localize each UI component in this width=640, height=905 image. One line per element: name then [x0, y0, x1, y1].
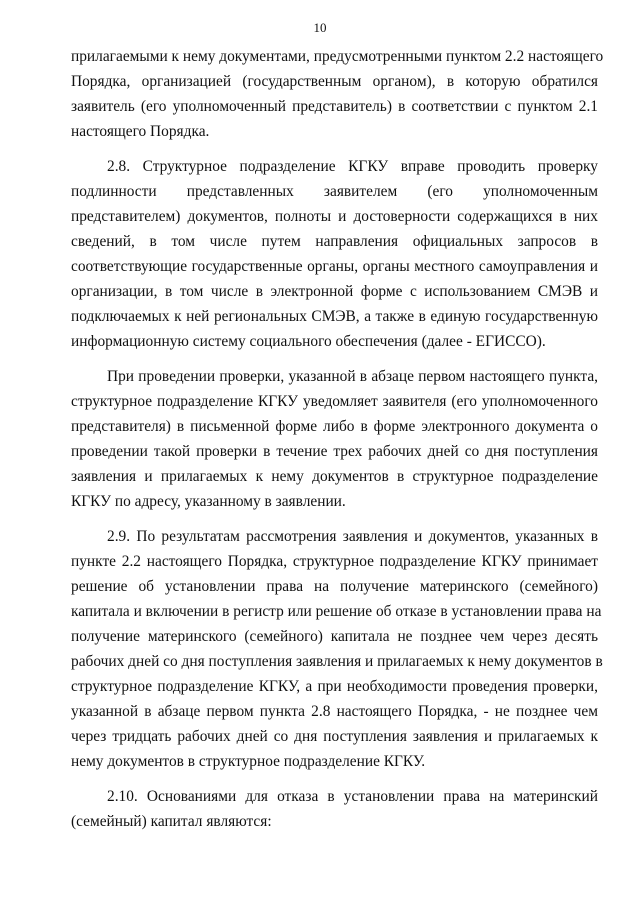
paragraph [71, 524, 603, 774]
page-number: 10 [313, 20, 327, 35]
text-line: прилагаемыми к нему документами, предусмотренными пунктом 2.2 настоящего [71, 48, 604, 65]
paragraph [71, 154, 598, 354]
text-line: (семейный) капитал являются: [71, 813, 272, 830]
text-line: 2.10. Основаниями для отказа в установлении права на материнский [107, 788, 598, 805]
text-line: соответствующие государственные органы, органы местного самоуправления и [71, 258, 598, 275]
text-line: рабочих дней со дня поступления заявления и прилагаемых к нему документов в [71, 653, 603, 670]
text-line: 2.8. Структурное подразделение КГКУ вправе проводить проверку [107, 158, 598, 175]
text-line: организации, в том числе в электронной форме с использованием СМЭВ и [71, 283, 598, 300]
text-line: нему документов в структурное подразделение КГКУ. [71, 753, 426, 770]
text-line: указанной в абзаце первом пункта 2.8 настоящего Порядка, - не позднее чем [71, 703, 598, 720]
text-line: получение материнского (семейного) капитала не позднее чем через десять [71, 628, 598, 645]
document-body [71, 44, 604, 844]
text-line: решение об установлении права на получение материнского (семейного) [71, 578, 598, 595]
text-line: Порядка, организацией (государственным органом), в которую обратился [71, 73, 598, 90]
text-line: заявления и прилагаемых к нему документов в структурное подразделение [71, 468, 598, 485]
text-line: капитала и включении в регистр или решение об отказе в установлении права на [71, 603, 602, 620]
paragraph [71, 784, 598, 834]
text-line: 2.9. По результатам рассмотрения заявления и документов, указанных в [107, 528, 598, 545]
text-line: При проведении проверки, указанной в абзаце первом настоящего пункта, [107, 368, 598, 385]
text-line: подлинности представленных заявителем (его уполномоченным [71, 183, 598, 200]
text-line: структурное подразделение КГКУ, а при необходимости проведения проверки, [71, 678, 598, 695]
text-line: заявитель (его уполномоченный представитель) в соответствии с пунктом 2.1 [71, 98, 598, 115]
text-line: пункте 2.2 настоящего Порядка, структурное подразделение КГКУ принимает [71, 553, 598, 570]
paragraph [71, 44, 604, 144]
text-line: через тридцать рабочих дней со дня поступления заявления и прилагаемых к [71, 728, 598, 745]
text-line: информационную систему социального обеспечения (далее - ЕГИССО). [71, 333, 546, 350]
paragraph [71, 364, 598, 514]
text-line: подключаемых к ней региональных СМЭВ, а также в единую государственную [71, 308, 598, 325]
text-line: структурное подразделение КГКУ уведомляет заявителя (его уполномоченного [71, 393, 598, 410]
text-line: настоящего Порядка. [71, 123, 210, 140]
text-line: сведений, в том числе путем направления официальных запросов в [71, 233, 598, 250]
text-line: представителем) документов, полноты и достоверности содержащихся в них [71, 208, 598, 225]
text-line: проведении такой проверки в течение трех рабочих дней со дня поступления [71, 443, 598, 460]
text-line: КГКУ по адресу, указанному в заявлении. [71, 493, 346, 510]
text-line: представителя) в письменной форме либо в форме электронного документа о [71, 418, 598, 435]
